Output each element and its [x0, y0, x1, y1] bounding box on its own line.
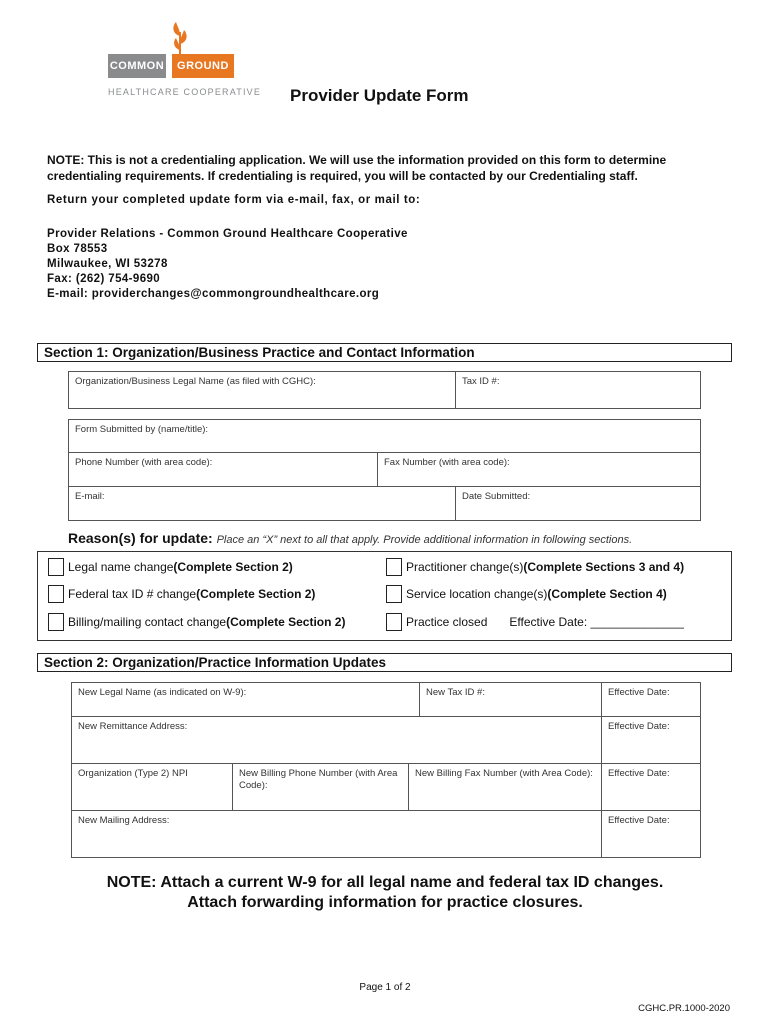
- mailing-address-block: [47, 227, 408, 302]
- option-billing-change[interactable]: [48, 613, 345, 631]
- note-line-1: NOTE: This is not a credentialing application. We will use the information provided on this form to determine: [47, 153, 667, 167]
- effective-date-field-1[interactable]: Effective Date:: [601, 682, 701, 717]
- tax-id-field[interactable]: Tax ID #:: [455, 371, 701, 409]
- logo-word-ground: GROUND: [172, 54, 234, 78]
- address-line-3: Milwaukee, WI 53278: [47, 258, 168, 270]
- form-title: Provider Update Form: [290, 86, 469, 105]
- reasons-heading-label: Reason(s) for update:: [68, 530, 213, 546]
- fax-field[interactable]: Fax Number (with area code):: [377, 452, 701, 487]
- address-line-1: Provider Relations - Common Ground Healthcare Cooperative: [47, 228, 408, 240]
- option-practice-closed[interactable]: [386, 613, 684, 631]
- remittance-address-field[interactable]: New Remittance Address:: [71, 716, 602, 764]
- section-1-header: Section 1: Organization/Business Practice and Contact Information: [37, 343, 732, 362]
- option-note: (Complete Section 2): [196, 587, 316, 601]
- checkbox[interactable]: [48, 585, 64, 603]
- effective-date-field-3[interactable]: Effective Date:: [601, 763, 701, 811]
- billing-phone-field[interactable]: New Billing Phone Number (with Area Code):: [232, 763, 409, 811]
- effective-date-line[interactable]: Effective Date: ______________: [509, 615, 684, 629]
- checkbox[interactable]: [386, 558, 402, 576]
- address-line-4: Fax: (262) 754-9690: [47, 273, 161, 285]
- logo-word-common: COMMON: [108, 54, 166, 78]
- option-service-location-change[interactable]: [386, 585, 667, 603]
- legal-name-field[interactable]: Organization/Business Legal Name (as filed with CGHC):: [68, 371, 456, 409]
- checkbox[interactable]: [48, 613, 64, 631]
- new-legal-name-field[interactable]: New Legal Name (as indicated on W-9):: [71, 682, 420, 717]
- option-note: (Complete Section 2): [173, 560, 293, 574]
- option-note: (Complete Sections 3 and 4): [523, 560, 685, 574]
- npi-field[interactable]: Organization (Type 2) NPI: [71, 763, 233, 811]
- logo-subtitle: HEALTHCARE COOPERATIVE: [108, 87, 262, 97]
- wheat-logo-icon: [168, 22, 192, 54]
- address-line-5: E-mail: providerchanges@commongroundhealthcare.org: [47, 288, 380, 300]
- effective-date-field-2[interactable]: Effective Date:: [601, 716, 701, 764]
- option-label: Legal name change: [68, 560, 174, 574]
- w9-note-line-1: NOTE: Attach a current W-9 for all legal name and federal tax ID changes.: [106, 874, 664, 891]
- reasons-heading: [68, 530, 632, 546]
- form-code: CGHC.PR.1000-2020: [638, 1003, 730, 1014]
- option-federal-tax-change[interactable]: [48, 585, 315, 603]
- w9-note-line-2: Attach forwarding information for practice closures.: [187, 894, 583, 911]
- option-note: (Complete Section 4): [547, 587, 667, 601]
- option-label: Federal tax ID # change: [68, 587, 197, 601]
- reasons-instruction: Place an “X” next to all that apply. Provide additional information in following sections.: [216, 534, 633, 546]
- section-2-header: Section 2: Organization/Practice Information Updates: [37, 653, 732, 672]
- reasons-checkbox-group: [37, 551, 732, 641]
- credentialing-note: [47, 152, 727, 184]
- checkbox[interactable]: [386, 613, 402, 631]
- address-line-2: Box 78553: [47, 243, 108, 255]
- page-number: Page 1 of 2: [359, 982, 411, 993]
- option-legal-name-change[interactable]: [48, 558, 293, 576]
- return-instructions: Return your completed update form via e-mail, fax, or mail to:: [47, 194, 421, 206]
- billing-fax-field[interactable]: New Billing Fax Number (with Area Code):: [408, 763, 602, 811]
- effective-date-field-4[interactable]: Effective Date:: [601, 810, 701, 858]
- option-label: Billing/mailing contact change: [68, 615, 227, 629]
- option-label: Service location change(s): [406, 587, 548, 601]
- note-line-2: credentialing requirements. If credentialing is required, you will be contacted by our Credentialing staff.: [47, 169, 638, 183]
- option-label: Practitioner change(s): [406, 560, 524, 574]
- date-submitted-field[interactable]: Date Submitted:: [455, 486, 701, 521]
- option-note: (Complete Section 2): [226, 615, 346, 629]
- company-logo: [108, 22, 262, 102]
- option-label: Practice closed: [406, 615, 488, 629]
- option-practitioner-change[interactable]: [386, 558, 684, 576]
- new-tax-id-field[interactable]: New Tax ID #:: [419, 682, 602, 717]
- checkbox[interactable]: [48, 558, 64, 576]
- phone-field[interactable]: Phone Number (with area code):: [68, 452, 378, 487]
- checkbox[interactable]: [386, 585, 402, 603]
- email-field[interactable]: E-mail:: [68, 486, 456, 521]
- submitted-by-field[interactable]: Form Submitted by (name/title):: [68, 419, 701, 453]
- mailing-address-field[interactable]: New Mailing Address:: [71, 810, 602, 858]
- w9-attachment-note: [0, 873, 770, 913]
